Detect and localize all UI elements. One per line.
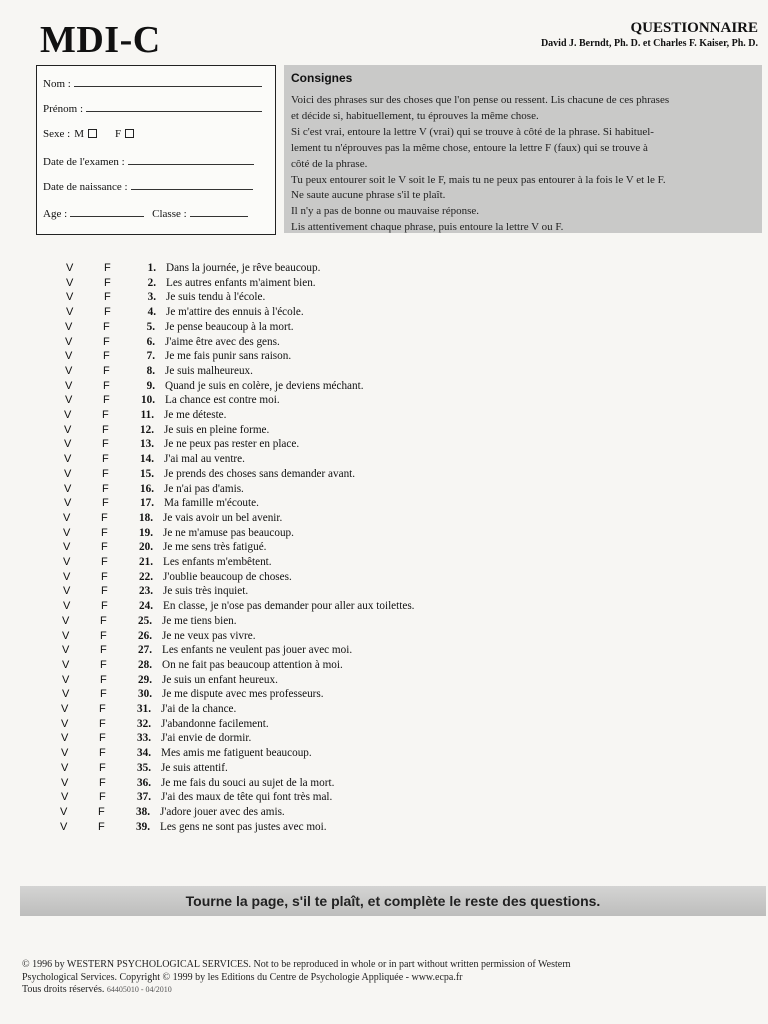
instruction-line: Ne saute aucune phrase s'il te plaît.: [291, 189, 446, 202]
field-date-naissance[interactable]: [43, 181, 253, 193]
turn-page-text: Tourne la page, s'il te plaît, et complète le reste des questions.: [185, 893, 601, 909]
true-option[interactable]: V: [61, 717, 69, 730]
question-text: Je me fais du souci au sujet de la mort.: [161, 776, 335, 789]
question-number: 4.: [147, 306, 156, 319]
question-number: 38.: [136, 805, 150, 818]
question-number: 11.: [140, 409, 154, 421]
field-age-classe[interactable]: [43, 208, 248, 220]
label-sexe: Sexe :: [43, 128, 71, 140]
field-nom[interactable]: [43, 78, 262, 90]
instruction-line: lement tu n'éprouves pas la même chose, entoure la lettre F (faux) qui se trouve à: [291, 141, 648, 154]
true-option[interactable]: V: [61, 761, 69, 774]
question-number: 20.: [139, 541, 153, 554]
true-option[interactable]: V: [61, 703, 69, 715]
true-option[interactable]: V: [63, 600, 71, 613]
field-sexe: [43, 128, 138, 140]
question-text: Je prends des choses sans demander avant.: [164, 467, 356, 480]
false-option[interactable]: F: [99, 703, 106, 715]
question-text: Je m'attire des ennuis à l'école.: [166, 306, 304, 319]
true-option[interactable]: V: [63, 556, 71, 568]
true-option[interactable]: V: [64, 409, 72, 421]
false-option[interactable]: F: [98, 820, 105, 833]
false-option[interactable]: F: [103, 350, 110, 363]
question-text: Les autres enfants m'aiment bien.: [166, 276, 316, 289]
question-number: 37.: [137, 791, 151, 804]
true-option[interactable]: V: [61, 791, 69, 804]
false-option[interactable]: F: [101, 600, 108, 613]
question-text: Je ne veux pas vivre.: [162, 629, 256, 642]
instruction-line: Voici des phrases sur des choses que l'on pense ou ressent. Lis chacune de ces phrases: [291, 94, 670, 106]
question-text: Quand je suis en colère, je deviens méchant.: [165, 379, 364, 392]
false-option[interactable]: F: [104, 306, 111, 319]
false-option[interactable]: F: [103, 320, 110, 333]
false-option[interactable]: F: [101, 526, 108, 539]
true-option[interactable]: V: [64, 453, 72, 466]
true-option[interactable]: V: [63, 570, 71, 583]
question-number: 34.: [137, 747, 151, 760]
true-option[interactable]: V: [65, 350, 73, 363]
true-option[interactable]: V: [63, 541, 71, 554]
true-option[interactable]: V: [65, 379, 73, 392]
question-number: 1.: [147, 262, 156, 274]
true-option[interactable]: V: [66, 262, 74, 274]
question-text: J'adore jouer avec des amis.: [160, 805, 285, 818]
label-date-naissance: Date de naissance :: [43, 181, 128, 193]
question-text: Je ne peux pas rester en place.: [164, 438, 300, 451]
field-date-examen[interactable]: [43, 156, 254, 168]
form-code: 64405010 - 04/2010: [106, 985, 172, 994]
authors-line: David J. Berndt, Ph. D. et Charles F. Kaiser, Ph. D.: [540, 38, 758, 49]
question-number: 23.: [139, 585, 153, 598]
question-text: J'oublie beaucoup de choses.: [163, 570, 292, 583]
question-number: 16.: [140, 482, 154, 495]
question-text: Je suis tendu à l'école.: [166, 291, 266, 304]
instructions-text: [291, 93, 761, 236]
question-text: Je me déteste.: [164, 409, 227, 421]
false-option[interactable]: F: [102, 438, 109, 451]
question-text: Je me tiens bien.: [162, 614, 237, 627]
question-number: 2.: [147, 276, 156, 289]
false-option[interactable]: F: [102, 409, 109, 421]
question-text: J'ai des maux de tête qui font très mal.: [161, 791, 333, 804]
question-number: 19.: [139, 526, 153, 539]
question-text: Je suis malheureux.: [165, 364, 253, 377]
true-option[interactable]: V: [65, 394, 73, 407]
question-text: J'ai de la chance.: [161, 703, 237, 715]
true-option[interactable]: V: [62, 644, 70, 657]
copyright-line-2: Psychological Services. Copyright © 1999 by les Editions du Centre de Psychologie Appliquée - www.ecpa.fr: [22, 971, 463, 983]
true-option[interactable]: V: [64, 482, 72, 495]
false-option[interactable]: F: [98, 805, 105, 818]
question-number: 39.: [136, 820, 150, 833]
question-text: La chance est contre moi.: [165, 394, 280, 407]
question-number: 27.: [138, 644, 152, 657]
question-text: Je me sens très fatigué.: [163, 541, 267, 554]
true-option[interactable]: V: [65, 335, 73, 348]
true-option[interactable]: V: [65, 364, 73, 377]
questionnaire-title: QUESTIONNAIRE: [630, 20, 758, 36]
true-option[interactable]: V: [63, 511, 71, 524]
question-number: 32.: [137, 717, 151, 730]
true-option[interactable]: V: [66, 276, 74, 289]
question-number: 26.: [138, 629, 152, 642]
false-option[interactable]: F: [102, 497, 109, 510]
false-option[interactable]: F: [99, 717, 106, 730]
question-text: Je n'ai pas d'amis.: [164, 482, 244, 495]
label-nom: Nom :: [43, 78, 71, 90]
sexe-m-checkbox[interactable]: [88, 129, 97, 138]
true-option[interactable]: V: [66, 291, 74, 304]
question-text: Je pense beaucoup à la mort.: [165, 320, 294, 333]
mdi-c-logo: MDI-C: [40, 19, 161, 61]
instruction-line: Lis attentivement chaque phrase, puis entoure la lettre V ou F.: [291, 221, 564, 234]
false-option[interactable]: F: [103, 379, 110, 392]
false-option[interactable]: F: [99, 776, 106, 789]
question-number: 15.: [140, 467, 154, 480]
question-text: J'abandonne facilement.: [161, 717, 269, 730]
sexe-f-label: F: [114, 128, 122, 140]
instructions-title: Consignes: [291, 71, 353, 85]
question-text: Je ne m'amuse pas beaucoup.: [163, 526, 294, 539]
true-option[interactable]: V: [64, 497, 72, 510]
true-option[interactable]: V: [62, 614, 70, 627]
true-option[interactable]: V: [63, 526, 71, 539]
question-number: 7.: [146, 350, 155, 363]
turn-page-banner: [20, 886, 766, 916]
question-number: 22.: [139, 570, 153, 583]
question-text: Les enfants ne veulent pas jouer avec moi.: [162, 644, 353, 657]
question-number: 14.: [140, 453, 154, 466]
question-text: Je suis en pleine forme.: [164, 423, 270, 436]
false-option[interactable]: F: [101, 511, 108, 524]
true-option[interactable]: V: [62, 658, 70, 671]
question-text: Je me fais punir sans raison.: [165, 350, 292, 363]
true-option[interactable]: V: [64, 423, 72, 436]
true-option[interactable]: V: [62, 688, 70, 701]
question-text: J'ai mal au ventre.: [164, 453, 245, 466]
true-option[interactable]: V: [63, 585, 71, 598]
identity-box: [36, 65, 276, 235]
question-number: 3.: [147, 291, 156, 304]
true-option[interactable]: V: [61, 732, 69, 745]
false-option[interactable]: F: [100, 614, 107, 627]
true-option[interactable]: V: [61, 747, 69, 760]
question-number: 28.: [138, 658, 152, 671]
question-text: Les gens ne sont pas justes avec moi.: [160, 820, 327, 833]
question-number: 21.: [139, 556, 153, 568]
false-option[interactable]: F: [104, 291, 111, 304]
question-number: 25.: [138, 614, 152, 627]
false-option[interactable]: F: [100, 673, 107, 686]
false-option[interactable]: F: [103, 394, 110, 407]
question-text: J'aime être avec des gens.: [165, 335, 280, 348]
question-number: 12.: [140, 423, 154, 436]
question-number: 17.: [140, 497, 154, 510]
false-option[interactable]: F: [101, 541, 108, 554]
question-number: 29.: [138, 673, 152, 686]
true-option[interactable]: V: [61, 776, 69, 789]
instruction-line: et décide si, habituellement, tu éprouves la même chose.: [291, 109, 539, 122]
instruction-line: Tu peux entourer soit le V soit le F, mais tu ne peux pas entourer à la fois le V et le F.: [291, 173, 666, 186]
question-text: J'ai envie de dormir.: [161, 732, 252, 745]
sexe-f-checkbox[interactable]: [125, 129, 134, 138]
question-text: Les enfants m'embêtent.: [163, 556, 272, 568]
question-text: Je suis attentif.: [161, 761, 228, 774]
instruction-line: Si c'est vrai, entoure la lettre V (vrai) qui se trouve à côté de la phrase. Si habituel-: [291, 125, 654, 138]
question-text: Ma famille m'écoute.: [164, 497, 259, 510]
question-text: En classe, je n'ose pas demander pour aller aux toilettes.: [163, 600, 415, 613]
rights-text: Tous droits réservés.: [22, 984, 105, 995]
field-prenom[interactable]: [43, 103, 262, 115]
false-option[interactable]: F: [103, 335, 110, 348]
copyright-line-3: [22, 984, 742, 997]
instructions-panel: [284, 65, 762, 233]
false-option[interactable]: F: [102, 423, 109, 436]
true-option[interactable]: V: [64, 438, 72, 451]
question-text: Mes amis me fatiguent beaucoup.: [161, 747, 312, 760]
false-option[interactable]: F: [102, 467, 109, 480]
question-number: 5.: [146, 320, 155, 333]
false-option[interactable]: F: [100, 688, 107, 701]
question-number: 33.: [137, 732, 151, 745]
question-text: Je suis un enfant heureux.: [162, 673, 278, 686]
false-option[interactable]: F: [100, 644, 107, 657]
false-option[interactable]: F: [100, 658, 107, 671]
question-number: 36.: [137, 776, 151, 789]
label-age: Age :: [43, 208, 68, 220]
question-number: 8.: [146, 364, 155, 377]
false-option[interactable]: F: [102, 482, 109, 495]
question-number: 24.: [139, 600, 153, 613]
true-option[interactable]: V: [66, 306, 74, 319]
copyright-line-1: © 1996 by WESTERN PSYCHOLOGICAL SERVICES. Not to be reproduced in whole or in part without written permission of Western: [22, 959, 571, 970]
question-text: Je me dispute avec mes professeurs.: [162, 688, 324, 701]
sexe-m-label: M: [74, 128, 84, 140]
label-date-examen: Date de l'examen :: [43, 156, 125, 168]
question-number: 35.: [137, 761, 151, 774]
instruction-line: Il n'y a pas de bonne ou mauvaise réponse.: [291, 205, 480, 218]
question-text: Dans la journée, je rêve beaucoup.: [166, 262, 321, 274]
false-option[interactable]: F: [99, 761, 106, 774]
question-number: 13.: [140, 438, 154, 451]
false-option[interactable]: F: [102, 453, 109, 466]
true-option[interactable]: V: [65, 320, 73, 333]
label-prenom: Prénom :: [43, 103, 84, 115]
false-option[interactable]: F: [99, 747, 106, 760]
false-option[interactable]: F: [103, 364, 110, 377]
question-text: Je suis très inquiet.: [163, 585, 249, 598]
question-number: 30.: [138, 688, 152, 701]
false-option[interactable]: F: [104, 262, 111, 274]
question-number: 31.: [137, 703, 151, 715]
true-option[interactable]: V: [60, 820, 68, 833]
false-option[interactable]: F: [101, 570, 108, 583]
false-option[interactable]: F: [101, 585, 108, 598]
true-option[interactable]: V: [64, 467, 72, 480]
label-classe: Classe :: [152, 208, 187, 220]
question-text: On ne fait pas beaucoup attention à moi.: [162, 658, 343, 671]
false-option[interactable]: F: [99, 791, 106, 804]
true-option[interactable]: V: [60, 805, 68, 818]
true-option[interactable]: V: [62, 673, 70, 686]
false-option[interactable]: F: [99, 732, 106, 745]
question-text: Je vais avoir un bel avenir.: [163, 511, 283, 524]
copyright-footer: [22, 959, 742, 997]
question-number: 10.: [141, 394, 155, 407]
true-option[interactable]: V: [62, 629, 70, 642]
question-number: 6.: [146, 335, 155, 348]
question-number: 9.: [146, 379, 155, 392]
question-number: 18.: [139, 511, 153, 524]
false-option[interactable]: F: [101, 556, 108, 568]
false-option[interactable]: F: [100, 629, 107, 642]
false-option[interactable]: F: [104, 276, 111, 289]
instruction-line: côté de la phrase.: [291, 157, 368, 170]
